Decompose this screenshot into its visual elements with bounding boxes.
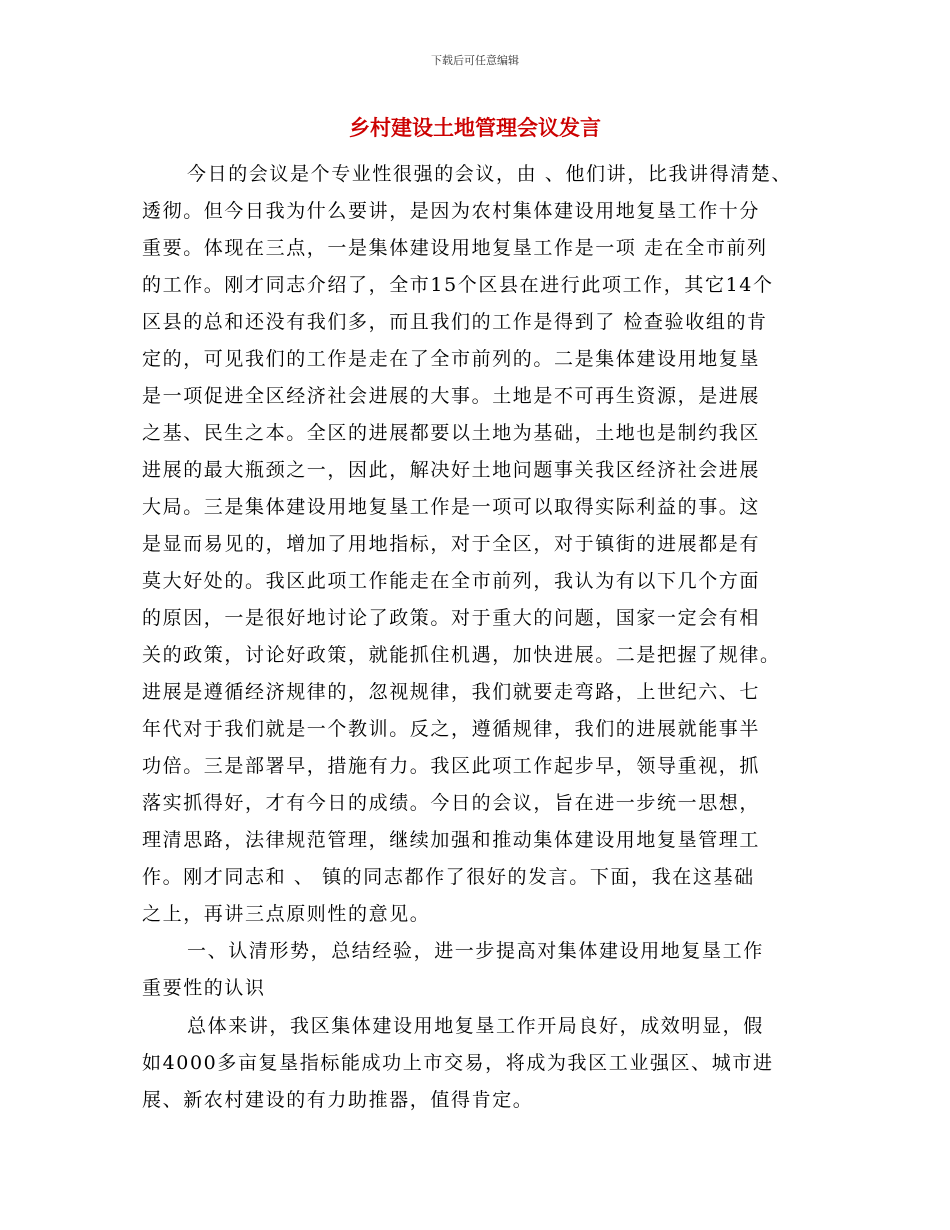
body-line: 之基、民生之本。全区的进展都要以土地为基础，土地也是制约我区 xyxy=(142,422,761,444)
body-line: 关的政策，讨论好政策，就能抓住机遇，加快进展。二是把握了规律。 xyxy=(142,644,781,666)
body-line: 作。刚才同志和 、 镇的同志都作了很好的发言。下面，我在这基础 xyxy=(142,866,755,888)
body-line: 大局。三是集体建设用地复垦工作是一项可以取得实际利益的事。这 xyxy=(142,496,761,518)
body-line: 是显而易见的，增加了用地指标，对于全区，对于镇街的进展都是有 xyxy=(142,533,761,555)
body-line: 理清思路，法律规范管理，继续加强和推动集体建设用地复垦管理工 xyxy=(142,829,761,851)
body-line: 重要。体现在三点，一是集体建设用地复垦工作是一项 走在全市前列 xyxy=(142,237,768,259)
body-line: 进展是遵循经济规律的，忽视规律，我们就要走弯路，上世纪六、七 xyxy=(142,681,761,703)
body-line: 年代对于我们就是一个教训。反之，遵循规律，我们的进展就能事半 xyxy=(142,718,761,740)
body-line: 的原因，一是很好地讨论了政策。对于重大的问题，国家一定会有相 xyxy=(142,607,761,629)
body-line: 之上，再讲三点原则性的意见。 xyxy=(142,903,431,925)
body-line: 总体来讲，我区集体建设用地复垦工作开局良好，成效明显，假 xyxy=(187,1015,764,1037)
body-line: 区县的总和还没有我们多，而且我们的工作是得到了 检查验收组的肯 xyxy=(142,311,768,333)
section-heading-line: 重要性的认识 xyxy=(142,977,266,999)
body-line: 透彻。但今日我为什么要讲，是因为农村集体建设用地复垦工作十分 xyxy=(142,200,761,222)
body-line: 如4000多亩复垦指标能成功上市交易，将成为我区工业强区、城市进 xyxy=(142,1052,774,1074)
body-line: 展、新农村建设的有力助推器，值得肯定。 xyxy=(142,1089,534,1111)
section-heading-line: 一、认清形势，总结经验，进一步提高对集体建设用地复垦工作 xyxy=(187,940,764,962)
body-line: 落实抓得好，才有今日的成绩。今日的会议，旨在进一步统一思想， xyxy=(142,792,761,814)
body-line: 定的，可见我们的工作是走在了全市前列的。二是集体建设用地复垦 xyxy=(142,348,761,370)
document-title: 乡村建设土地管理会议发言 xyxy=(349,116,601,140)
body-line: 莫大好处的。我区此项工作能走在全市前列，我认为有以下几个方面 xyxy=(142,570,761,592)
body-line: 今日的会议是个专业性很强的会议，由 、他们讲，比我讲得清楚、 xyxy=(187,163,793,185)
header-note: 下载后可任意编辑 xyxy=(431,54,519,67)
body-line: 进展的最大瓶颈之一，因此，解决好土地问题事关我区经济社会进展 xyxy=(142,459,761,481)
body-line: 的工作。刚才同志介绍了，全市15个区县在进行此项工作，其它14个 xyxy=(142,274,774,296)
body-line: 功倍。三是部署早，措施有力。我区此项工作起步早，领导重视，抓 xyxy=(142,755,761,777)
body-line: 是一项促进全区经济社会进展的大事。土地是不可再生资源，是进展 xyxy=(142,385,761,407)
